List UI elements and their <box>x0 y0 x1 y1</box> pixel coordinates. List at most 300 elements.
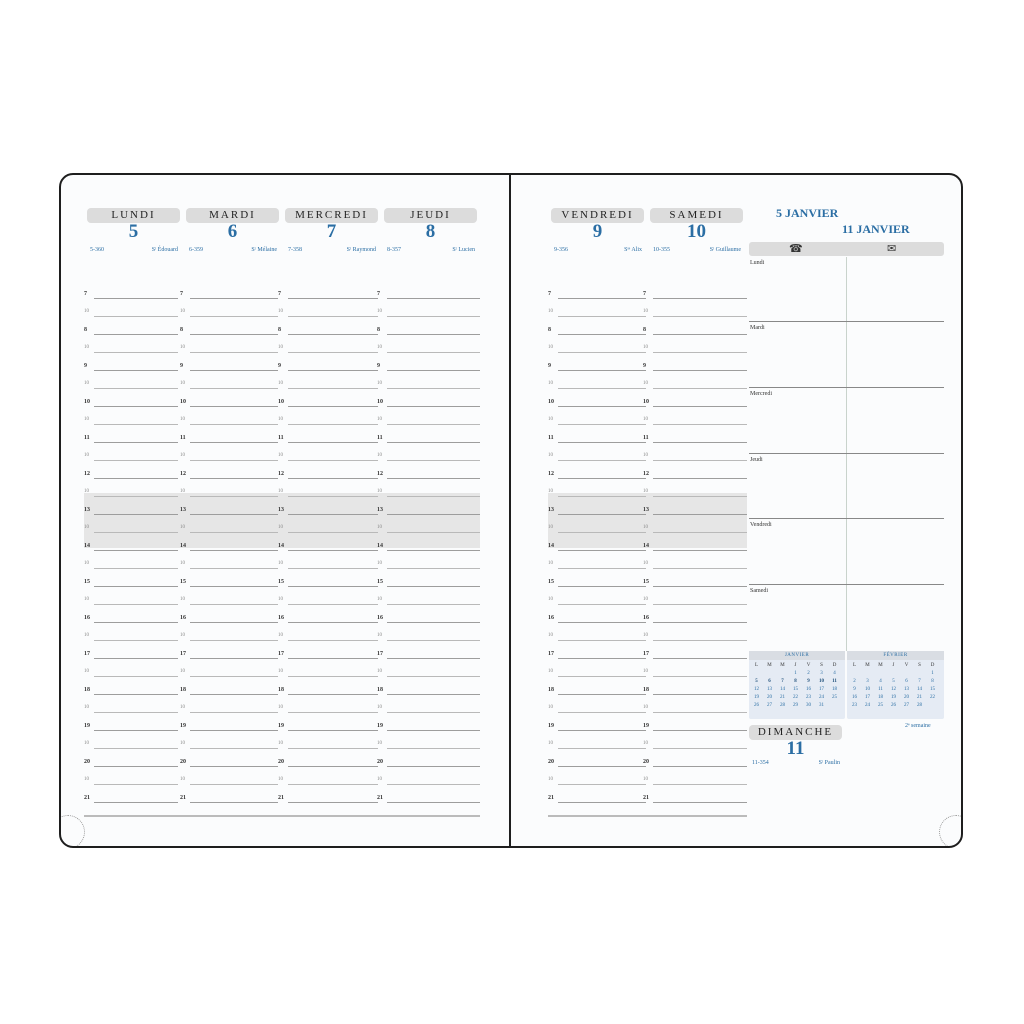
calendar-day[interactable]: 3 <box>820 671 823 676</box>
calendar-day[interactable]: 31 <box>819 703 824 708</box>
time-slot[interactable] <box>278 335 378 353</box>
time-slot[interactable] <box>180 767 278 785</box>
time-slot[interactable] <box>377 785 480 803</box>
time-slot[interactable] <box>84 623 178 641</box>
time-slot[interactable] <box>84 605 178 623</box>
time-slot[interactable] <box>84 425 178 443</box>
time-slot[interactable] <box>643 389 747 407</box>
time-slot[interactable] <box>278 785 378 803</box>
time-label: 10 <box>643 777 648 782</box>
weekday-header: L <box>754 663 759 668</box>
time-label: 16 <box>84 615 90 621</box>
time-slot[interactable] <box>548 533 646 551</box>
calendar-day[interactable]: 18 <box>878 695 883 700</box>
time-slot[interactable] <box>84 281 178 299</box>
time-slot[interactable] <box>643 731 747 749</box>
calendar-day[interactable]: 29 <box>793 703 798 708</box>
time-slot[interactable] <box>548 551 646 569</box>
calendar-day[interactable]: 4 <box>879 679 882 684</box>
day-name: JEUDI <box>384 208 477 223</box>
time-slot[interactable] <box>377 443 480 461</box>
time-slot[interactable] <box>84 749 178 767</box>
time-label: 10 <box>84 633 89 638</box>
time-slot[interactable] <box>548 371 646 389</box>
time-slot[interactable] <box>180 443 278 461</box>
time-slot[interactable] <box>643 299 747 317</box>
time-slot[interactable] <box>643 659 747 677</box>
time-slot[interactable] <box>84 371 178 389</box>
time-slot[interactable] <box>377 695 480 713</box>
time-slot[interactable] <box>84 461 178 479</box>
time-label: 16 <box>548 615 554 621</box>
time-slot[interactable] <box>643 623 747 641</box>
notes-day-label: Mercredi <box>750 391 772 397</box>
calendar-day[interactable]: 5 <box>755 679 758 684</box>
weekday-header: J <box>892 663 895 668</box>
time-slot[interactable] <box>278 623 378 641</box>
time-label: 21 <box>84 795 90 801</box>
calendar-day[interactable]: 19 <box>754 695 759 700</box>
time-slot[interactable] <box>180 677 278 695</box>
time-slot[interactable] <box>643 281 747 299</box>
week-start-date: 5 JANVIER <box>776 206 839 220</box>
day-header-monday[interactable] <box>87 208 180 254</box>
time-label: 17 <box>548 651 554 657</box>
time-slot[interactable] <box>84 731 178 749</box>
time-slot[interactable] <box>180 299 278 317</box>
notes-day-label: Samedi <box>750 588 768 594</box>
time-slot[interactable] <box>84 713 178 731</box>
time-slot[interactable] <box>180 335 278 353</box>
time-slot[interactable] <box>643 407 747 425</box>
time-slot[interactable] <box>278 353 378 371</box>
week-number: 2ᵉ semaine <box>905 723 931 729</box>
time-slot[interactable] <box>180 695 278 713</box>
calendar-day[interactable]: 28 <box>917 703 922 708</box>
time-slot[interactable] <box>278 677 378 695</box>
day-name: LUNDI <box>87 208 180 223</box>
time-slot[interactable] <box>278 641 378 659</box>
calendar-day[interactable]: 11 <box>878 687 883 692</box>
time-slot[interactable] <box>643 461 747 479</box>
calendar-day[interactable]: 19 <box>891 695 896 700</box>
time-slot[interactable] <box>180 407 278 425</box>
time-slot[interactable] <box>278 443 378 461</box>
calendar-day[interactable]: 22 <box>793 695 798 700</box>
time-slot[interactable] <box>377 749 480 767</box>
time-slot[interactable] <box>180 353 278 371</box>
time-slot[interactable] <box>180 713 278 731</box>
time-slot[interactable] <box>548 515 646 533</box>
time-slot[interactable] <box>377 371 480 389</box>
time-slot[interactable] <box>278 749 378 767</box>
time-slot[interactable] <box>548 497 646 515</box>
time-slot[interactable] <box>180 623 278 641</box>
time-slot[interactable] <box>548 677 646 695</box>
calendar-day[interactable]: 4 <box>833 671 836 676</box>
calendar-day[interactable]: 13 <box>904 687 909 692</box>
weekday-header: D <box>930 663 935 668</box>
time-slot[interactable] <box>377 425 480 443</box>
time-label: 10 <box>377 417 382 422</box>
calendar-day[interactable]: 6 <box>905 679 908 684</box>
time-slot[interactable] <box>278 695 378 713</box>
time-slot[interactable] <box>180 551 278 569</box>
calendar-day[interactable]: 16 <box>852 695 857 700</box>
time-slot[interactable] <box>84 641 178 659</box>
time-label: 10 <box>377 777 382 782</box>
day-number: 6 <box>227 221 238 242</box>
time-label: 11 <box>84 435 90 441</box>
time-slot[interactable] <box>548 479 646 497</box>
calendar-day[interactable]: 15 <box>793 687 798 692</box>
time-slot[interactable] <box>548 353 646 371</box>
time-label: 10 <box>548 741 553 746</box>
writing-line <box>94 802 178 803</box>
time-label: 18 <box>377 687 383 693</box>
calendar-day[interactable]: 23 <box>806 695 811 700</box>
time-label: 10 <box>278 417 283 422</box>
calendar-day[interactable]: 23 <box>852 703 857 708</box>
time-label: 10 <box>643 525 648 530</box>
time-slot[interactable] <box>84 353 178 371</box>
time-slot[interactable] <box>84 299 178 317</box>
time-slot[interactable] <box>548 767 646 785</box>
time-slot[interactable] <box>84 515 178 533</box>
time-slot[interactable] <box>84 407 178 425</box>
time-label: 16 <box>180 615 186 621</box>
time-slot[interactable] <box>278 569 378 587</box>
time-slot[interactable] <box>278 533 378 551</box>
time-slot[interactable] <box>84 497 178 515</box>
time-label: 10 <box>278 381 283 386</box>
calendar-day[interactable]: 25 <box>832 695 837 700</box>
time-slot[interactable] <box>643 443 747 461</box>
time-slot[interactable] <box>278 605 378 623</box>
time-label: 10 <box>377 597 382 602</box>
time-slot[interactable] <box>377 641 480 659</box>
time-slot[interactable] <box>548 587 646 605</box>
mini-calendar-grid <box>849 662 942 710</box>
calendar-day[interactable]: 10 <box>865 687 870 692</box>
time-slot[interactable] <box>643 641 747 659</box>
calendar-day[interactable]: 5 <box>892 679 895 684</box>
time-slot[interactable] <box>548 425 646 443</box>
time-slot[interactable] <box>377 677 480 695</box>
time-slot[interactable] <box>643 677 747 695</box>
time-slot[interactable] <box>548 335 646 353</box>
time-slot[interactable] <box>180 569 278 587</box>
time-slot[interactable] <box>377 461 480 479</box>
time-label: 10 <box>643 705 648 710</box>
time-slot[interactable] <box>643 749 747 767</box>
time-slot[interactable] <box>278 425 378 443</box>
time-slot[interactable] <box>548 659 646 677</box>
day-header-wednesday[interactable] <box>285 208 378 254</box>
time-slot[interactable] <box>377 623 480 641</box>
time-slot[interactable] <box>643 713 747 731</box>
time-slot[interactable] <box>180 749 278 767</box>
time-slot[interactable] <box>278 731 378 749</box>
calendar-day[interactable]: 20 <box>767 695 772 700</box>
time-slot[interactable] <box>548 281 646 299</box>
calendar-day[interactable]: 8 <box>931 679 934 684</box>
calendar-day[interactable]: 2 <box>853 679 856 684</box>
calendar-day[interactable]: 7 <box>781 679 784 684</box>
time-slot[interactable] <box>548 695 646 713</box>
time-slot[interactable] <box>278 587 378 605</box>
calendar-day[interactable]: 12 <box>891 687 896 692</box>
time-slot[interactable] <box>180 281 278 299</box>
time-slot[interactable] <box>377 317 480 335</box>
calendar-day[interactable]: 8 <box>794 679 797 684</box>
calendar-day[interactable]: 14 <box>780 687 785 692</box>
time-label: 9 <box>278 363 281 369</box>
time-slot[interactable] <box>643 425 747 443</box>
time-slot[interactable] <box>84 335 178 353</box>
calendar-day[interactable]: 9 <box>807 679 810 684</box>
calendar-day[interactable]: 24 <box>865 703 870 708</box>
time-slot[interactable] <box>278 317 378 335</box>
time-slot[interactable] <box>84 569 178 587</box>
time-label: 14 <box>180 543 186 549</box>
time-slot[interactable] <box>180 389 278 407</box>
time-slot[interactable] <box>643 695 747 713</box>
calendar-day[interactable]: 26 <box>891 703 896 708</box>
time-slot[interactable] <box>377 389 480 407</box>
time-slot[interactable] <box>548 623 646 641</box>
time-slot[interactable] <box>548 443 646 461</box>
time-slot[interactable] <box>548 785 646 803</box>
time-slot[interactable] <box>377 353 480 371</box>
time-slot[interactable] <box>278 551 378 569</box>
time-slot[interactable] <box>377 479 480 497</box>
time-slot[interactable] <box>180 641 278 659</box>
day-of-year: 8-357 <box>387 247 401 253</box>
time-slot[interactable] <box>377 713 480 731</box>
calendar-day[interactable]: 3 <box>866 679 869 684</box>
time-slot[interactable] <box>84 389 178 407</box>
telephone-icon: ☎ <box>789 243 803 255</box>
calendar-day[interactable]: 22 <box>930 695 935 700</box>
time-slot[interactable] <box>278 497 378 515</box>
calendar-day[interactable]: 24 <box>819 695 824 700</box>
calendar-day[interactable]: 12 <box>754 687 759 692</box>
time-slot[interactable] <box>548 299 646 317</box>
time-slot[interactable] <box>643 551 747 569</box>
day-header-friday[interactable] <box>551 208 644 254</box>
time-slot[interactable] <box>84 443 178 461</box>
calendar-day[interactable]: 21 <box>780 695 785 700</box>
saint-name: Sᵗ Paulin <box>818 760 840 766</box>
time-slot[interactable] <box>278 407 378 425</box>
time-label: 15 <box>84 579 90 585</box>
calendar-day[interactable]: 28 <box>780 703 785 708</box>
time-slot[interactable] <box>278 767 378 785</box>
day-number: 9 <box>592 221 603 242</box>
time-slot[interactable] <box>84 479 178 497</box>
calendar-day[interactable]: 9 <box>853 687 856 692</box>
time-label: 16 <box>278 615 284 621</box>
day-header-sunday[interactable] <box>749 725 842 771</box>
time-slot[interactable] <box>643 515 747 533</box>
time-slot[interactable] <box>84 659 178 677</box>
time-slot[interactable] <box>278 371 378 389</box>
time-label: 10 <box>643 381 648 386</box>
page-bottom-rule <box>84 815 480 817</box>
day-of-year: 5-360 <box>90 247 104 253</box>
day-header-saturday[interactable] <box>650 208 743 254</box>
time-slot[interactable] <box>180 479 278 497</box>
time-slot[interactable] <box>643 497 747 515</box>
time-label: 9 <box>643 363 646 369</box>
calendar-day[interactable]: 1 <box>931 671 934 676</box>
time-slot[interactable] <box>643 479 747 497</box>
calendar-day[interactable]: 30 <box>806 703 811 708</box>
time-slot[interactable] <box>180 497 278 515</box>
time-label: 8 <box>548 327 551 333</box>
time-label: 10 <box>377 309 382 314</box>
day-number: 8 <box>425 221 436 242</box>
time-slot[interactable] <box>377 497 480 515</box>
time-slot[interactable] <box>180 731 278 749</box>
time-label: 21 <box>548 795 554 801</box>
time-slot[interactable] <box>643 785 747 803</box>
notes-day-label: Vendredi <box>750 522 772 528</box>
day-header-thursday[interactable] <box>384 208 477 254</box>
time-label: 10 <box>548 561 553 566</box>
time-slot[interactable] <box>548 749 646 767</box>
time-slot[interactable] <box>548 641 646 659</box>
time-slot[interactable] <box>278 461 378 479</box>
time-slot[interactable] <box>180 659 278 677</box>
time-slot[interactable] <box>84 533 178 551</box>
time-slot[interactable] <box>377 281 480 299</box>
time-slot[interactable] <box>84 587 178 605</box>
time-label: 10 <box>548 525 553 530</box>
time-slot[interactable] <box>180 605 278 623</box>
time-label: 16 <box>643 615 649 621</box>
time-label: 10 <box>84 489 89 494</box>
time-slot[interactable] <box>377 407 480 425</box>
time-slot[interactable] <box>180 371 278 389</box>
calendar-day[interactable]: 7 <box>918 679 921 684</box>
calendar-day[interactable]: 15 <box>930 687 935 692</box>
calendar-day[interactable]: 1 <box>794 671 797 676</box>
time-slot[interactable] <box>377 569 480 587</box>
calendar-day[interactable]: 17 <box>819 687 824 692</box>
calendar-day[interactable]: 6 <box>768 679 771 684</box>
time-slot[interactable] <box>180 425 278 443</box>
time-slot[interactable] <box>377 551 480 569</box>
time-slot[interactable] <box>180 587 278 605</box>
time-slot[interactable] <box>643 569 747 587</box>
time-slot[interactable] <box>377 767 480 785</box>
calendar-day[interactable]: 25 <box>878 703 883 708</box>
time-label: 10 <box>643 669 648 674</box>
time-slot[interactable] <box>180 515 278 533</box>
time-slot[interactable] <box>643 767 747 785</box>
calendar-day[interactable]: 27 <box>767 703 772 708</box>
calendar-day[interactable]: 21 <box>917 695 922 700</box>
time-slot[interactable] <box>84 551 178 569</box>
day-of-year: 11-354 <box>752 760 769 766</box>
calendar-day[interactable]: 18 <box>832 687 837 692</box>
time-slot[interactable] <box>548 317 646 335</box>
calendar-day[interactable]: 10 <box>819 679 824 684</box>
time-slot[interactable] <box>643 587 747 605</box>
time-slot[interactable] <box>180 461 278 479</box>
time-slot[interactable] <box>643 317 747 335</box>
calendar-day[interactable]: 26 <box>754 703 759 708</box>
time-slot[interactable] <box>84 677 178 695</box>
time-slot[interactable] <box>377 533 480 551</box>
calendar-day[interactable]: 2 <box>807 671 810 676</box>
time-slot[interactable] <box>180 785 278 803</box>
time-slot[interactable] <box>377 515 480 533</box>
time-slot[interactable] <box>377 587 480 605</box>
calendar-day[interactable]: 20 <box>904 695 909 700</box>
time-slot[interactable] <box>377 335 480 353</box>
time-slot[interactable] <box>643 353 747 371</box>
time-label: 10 <box>377 489 382 494</box>
time-slot[interactable] <box>84 767 178 785</box>
time-slot[interactable] <box>84 695 178 713</box>
time-label: 10 <box>278 489 283 494</box>
time-slot[interactable] <box>84 317 178 335</box>
calendar-day[interactable]: 16 <box>806 687 811 692</box>
time-slot[interactable] <box>278 515 378 533</box>
time-slot[interactable] <box>377 659 480 677</box>
time-slot[interactable] <box>643 605 747 623</box>
time-slot[interactable] <box>84 785 178 803</box>
saint-name: Sᵗ Raymond <box>346 247 376 253</box>
day-of-year: 7-358 <box>288 247 302 253</box>
time-slot[interactable] <box>548 461 646 479</box>
time-slot[interactable] <box>643 335 747 353</box>
time-slot[interactable] <box>278 281 378 299</box>
time-slot[interactable] <box>278 299 378 317</box>
time-slot[interactable] <box>278 713 378 731</box>
calendar-day[interactable]: 14 <box>917 687 922 692</box>
time-slot[interactable] <box>377 605 480 623</box>
time-label: 19 <box>548 723 554 729</box>
time-slot[interactable] <box>548 389 646 407</box>
time-slot[interactable] <box>180 533 278 551</box>
time-slot[interactable] <box>548 731 646 749</box>
calendar-day[interactable]: 13 <box>767 687 772 692</box>
time-slot[interactable] <box>377 731 480 749</box>
calendar-day[interactable]: 27 <box>904 703 909 708</box>
time-slot[interactable] <box>548 713 646 731</box>
time-slot[interactable] <box>278 389 378 407</box>
day-number: 7 <box>326 221 337 242</box>
time-slot[interactable] <box>548 407 646 425</box>
calendar-day[interactable]: 17 <box>865 695 870 700</box>
time-slot[interactable] <box>643 533 747 551</box>
time-slot[interactable] <box>278 659 378 677</box>
time-label: 10 <box>84 561 89 566</box>
calendar-day[interactable]: 11 <box>832 679 837 684</box>
time-slot[interactable] <box>548 569 646 587</box>
day-header-tuesday[interactable] <box>186 208 279 254</box>
time-label: 10 <box>643 453 648 458</box>
time-slot[interactable] <box>643 371 747 389</box>
time-slot[interactable] <box>180 317 278 335</box>
time-slot[interactable] <box>278 479 378 497</box>
time-slot[interactable] <box>377 299 480 317</box>
time-slot[interactable] <box>548 605 646 623</box>
